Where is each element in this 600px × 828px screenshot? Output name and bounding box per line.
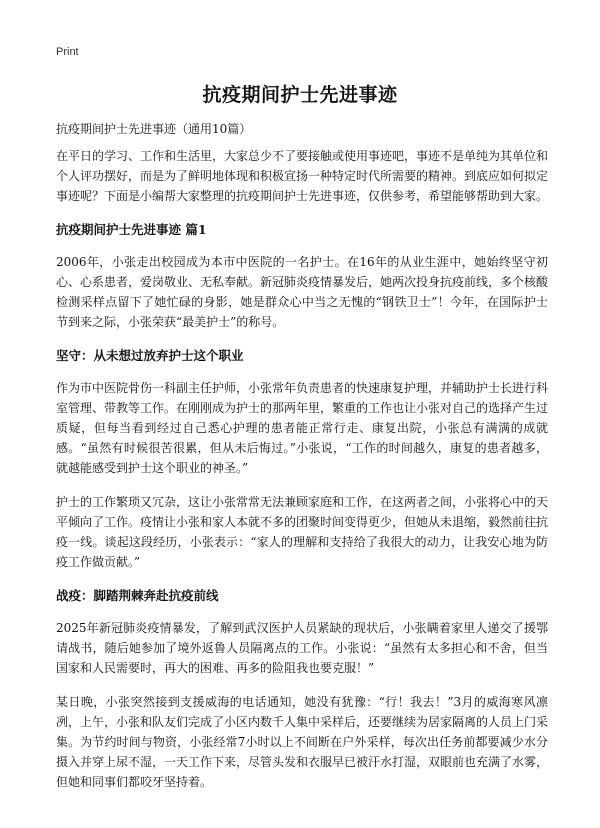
section1-paragraph-1: 2006年，小张走出校园成为本市中医院的一名护士。在16年的从业生涯中，她始终坚守初心、心系患者，爱岗敬业、无私奉献。新冠肺炎疫情暴发后，她两次投身抗疫前线，多个核酸检测采样点留下了她忙碌的身影，她是群众心中当之无愧的“钢铁卫士”！今年，在国际护士节到来之际，小张荣获“最美护士”的称号。	[56, 255, 549, 329]
document-subtitle: 抗疫期间护士先进事迹（通用10篇）	[56, 122, 252, 136]
section3-paragraph-1: 2025年新冠肺炎疫情暴发，了解到武汉医护人员紧缺的现状后，小张瞒着家里人递交了援鄂请战书，随后她参加了境外返鲁人员隔离点的工作。小张说：“虽然有太多担心和不舍，但当国家和人民需要时，再大的困难、再多的险阻我也要克服！”	[56, 621, 548, 675]
section2-paragraph-2: 护士的工作繁琐又冗杂，这让小张常常无法兼顾家庭和工作，在这两者之间，小张将心中的天平倾向了工作。疫情让小张和家人本就不多的团聚时间变得更少，但她从未退缩，毅然前往抗疫一线。谈起这段经历，小张表示：“家人的理解和支持给了我很大的动力，让我安心地为防疫工作做贡献。”	[56, 495, 549, 569]
intro-paragraph: 在平日的学习、工作和生活里，大家总少不了要接触或使用事迹吧，事迹不是单纯为其单位和个人评功摆好，而是为了鲜明地体现和积极宣扬一种特定时代所需要的精神。到底应如何拟定事迹呢？下面是小编帮大家整理的抗疫期间护士先进事迹，仅供参考，希望能够帮助到大家。	[56, 149, 549, 203]
section-heading-1: 抗疫期间护士先进事迹 篇1	[56, 222, 207, 237]
page-title: 抗疫期间护士先进事迹	[202, 84, 398, 106]
print-label[interactable]: Print	[56, 46, 79, 58]
section3-paragraph-2: 某日晚，小张突然接到支援威海的电话通知，她没有犹豫：“行！我去！”3月的威海寒风凛冽，上午，小张和队友们完成了小区内数千人集中采样后，还要继续为居家隔离的人员上门采集。为节约时间与物资，小张经常7小时以上不间断在户外采样，每次出任务前都要减少水分摄入并穿上尿不湿，一天工作下来，尽管头发和衣服早已被汗水打湿，双眼前也充满了水雾，但她和同事们都咬牙坚持着。	[56, 695, 549, 789]
section-heading-2: 坚守：从未想过放弃护士这个职业	[56, 348, 244, 363]
document-body	[56, 120, 548, 806]
section-heading-3: 战疫：脚踏荆棘奔赴抗疫前线	[56, 588, 219, 603]
section2-paragraph-1: 作为市中医院骨伤一科副主任护师，小张常年负责患者的快速康复护理，并辅助护士长进行科室管理、带教等工作。在刚刚成为护士的那两年里，繁重的工作也让小张对自己的选择产生过质疑，但每当看到经过自己悉心护理的患者能正常行走、康复出院，小张总有满满的成就感。“虽然有时候很苦很累，但从未后悔过。”小张说，“工作的时间越久，康复的患者越多，就越能感受到护士这个职业的神圣。”	[56, 381, 549, 475]
